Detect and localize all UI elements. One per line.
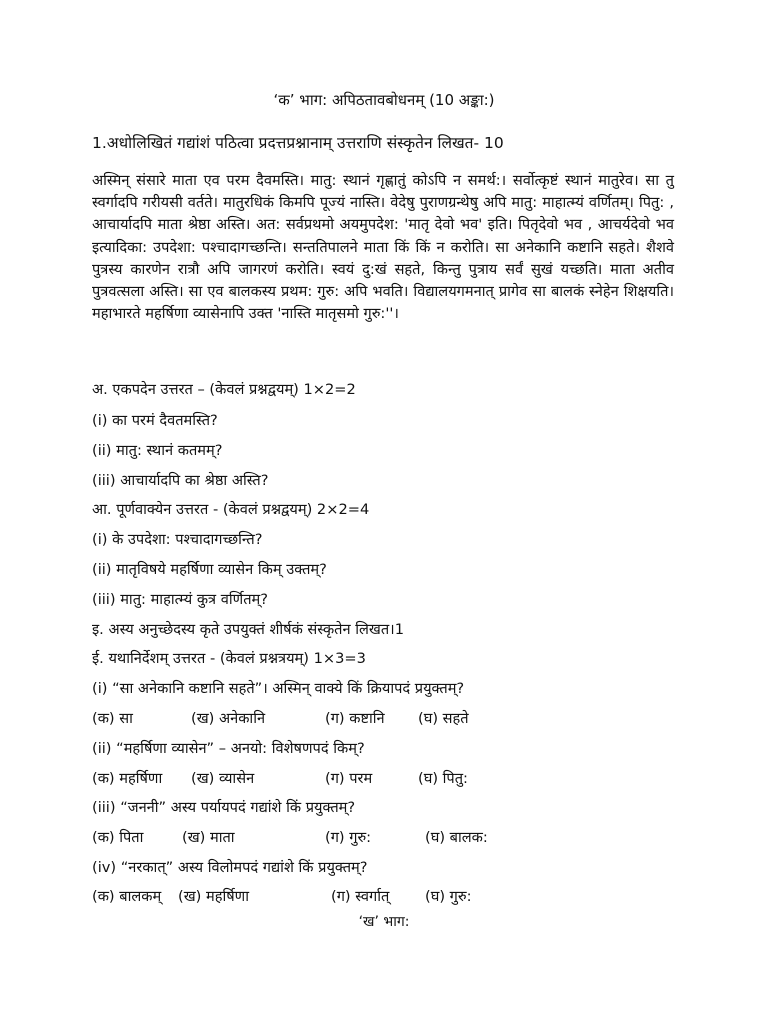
option-2-ka: (क) महर्षिणा — [92, 770, 163, 787]
option-1-kha: (ख) अनेकानि — [191, 710, 266, 727]
question-1-instruction: 1.अधोलिखितं गद्यांशं पठित्वा प्रदत्तप्रश्नानाम् उत्तराणि संस्कृतेन लिखत- 10 — [92, 134, 504, 152]
section-ii-heading: ई. यथानिर्देशम् उत्तरत - (केवलं प्रश्नत्रयम्) 1×3=3 — [92, 650, 366, 667]
option-4-kha: (ख) महर्षिणा — [178, 888, 249, 905]
section-b-heading: ‘ख’ भाग: — [358, 914, 410, 930]
section-aa-heading: आ. पूर्णवाक्येन उत्तरत - (केवलं प्रश्नद्वयम्) 2×2=4 — [92, 501, 370, 518]
section-aa-question-2: (ii) मातृविषये महर्षिणा व्यासेन किम् उक्तम्? — [92, 561, 327, 578]
passage-text: अस्मिन् संसारे माता एव परम दैवमस्ति। मातु: स्थानं गृह्णातुं कोऽपि न समर्थ:। सर्वोत्कृष्टं स्थानं मातुरेव। सा तु स्वर्गादपि गरीयसी वर्तते। मातुरधिकं किमपि पूज्यं नास्ति। वेदेषु पुराणग्रन्थेषु अपि मातु: माहात्म्यं वर्णितम्। पितु: , आचार्यादपि माता श्रेष्ठा अस्ति। अत: सर्वप्रथमो अयमुपदेश: 'मातृ देवो भव' इति। पितृदेवो भव , आचर्यदेवो भव इत्यादिका: उपदेशा: पश्चादागच्छन्ति। सन्ततिपालने माता किं किं न करोति। सा अनेकानि कष्टानि सहते। शैशवे पुत्रस्य कारणेन रात्रौ अपि जागरणं करोति। स्वयं दु:खं सहते, किन्तु पुत्राय सर्वं सुखं यच्छति। माता अतीव पुत्रवत्सला अस्ति। सा एव बालकस्य प्रथम: गुरु: अपि भवति। विद्यालयगमनात् प्रागेव सा बालकं स्नेहेन शिक्षयति। महाभारते महर्षिणा व्यासेनापि उक्त 'नास्ति मातृसमो गुरु:''। — [92, 172, 674, 323]
section-a-heading: अ. एकपदेन उत्तरत – (केवलं प्रश्नद्वयम्) 1×2=2 — [92, 381, 356, 398]
section-a-question-3: (iii) आचार्यादपि का श्रेष्ठा अस्ति? — [92, 472, 269, 489]
option-4-gha: (घ) गुरु: — [425, 888, 472, 905]
section-title: ‘क’ भाग: अपिठतावबोधनम् (10 अङ्का:) — [273, 91, 495, 109]
section-aa-question-1: (i) के उपदेशा: पश्चादागच्छन्ति? — [92, 531, 263, 548]
option-2-gha: (घ) पितु: — [418, 770, 468, 787]
section-a-question-1: (i) का परमं दैवतमस्ति? — [92, 412, 218, 429]
section-ii-question-3: (iii) “जननी” अस्य पर्यायपदं गद्यांशे किं प्रयुक्तम्? — [92, 799, 356, 816]
section-i-question: इ. अस्य अनुच्छेदस्य कृते उपयुक्तं शीर्षकं संस्कृतेन लिखत।1 — [92, 621, 404, 638]
option-1-ga: (ग) कष्टानि — [325, 710, 385, 727]
option-3-ga: (ग) गुरु: — [325, 829, 372, 846]
option-2-ga: (ग) परम — [325, 770, 373, 787]
section-aa-question-3: (iii) मातु: माहात्म्यं कुत्र वर्णितम्? — [92, 591, 268, 608]
section-ii-question-4: (iv) “नरकात्” अस्य विलोमपदं गद्यांशे किं प्रयुक्तम्? — [92, 859, 368, 876]
option-3-gha: (घ) बालक: — [425, 829, 488, 846]
option-3-ka: (क) पिता — [92, 829, 144, 846]
option-2-kha: (ख) व्यासेन — [191, 770, 255, 787]
option-1-ka: (क) सा — [92, 710, 133, 727]
section-ii-question-2: (ii) “महर्षिणा व्यासेन” – अनयो: विशेषणपदं किम्? — [92, 740, 365, 757]
section-ii-question-1: (i) “सा अनेकानि कष्टानि सहते”। अस्मिन् वाक्ये किं क्रियापदं प्रयुक्तम्? — [92, 680, 465, 697]
option-4-ga: (ग) स्वर्गात् — [331, 888, 390, 905]
option-1-gha: (घ) सहते — [418, 710, 469, 727]
option-3-kha: (ख) माता — [182, 829, 235, 846]
option-4-ka: (क) बालकम् — [92, 888, 162, 905]
section-a-question-2: (ii) मातु: स्थानं कतमम्? — [92, 442, 223, 459]
